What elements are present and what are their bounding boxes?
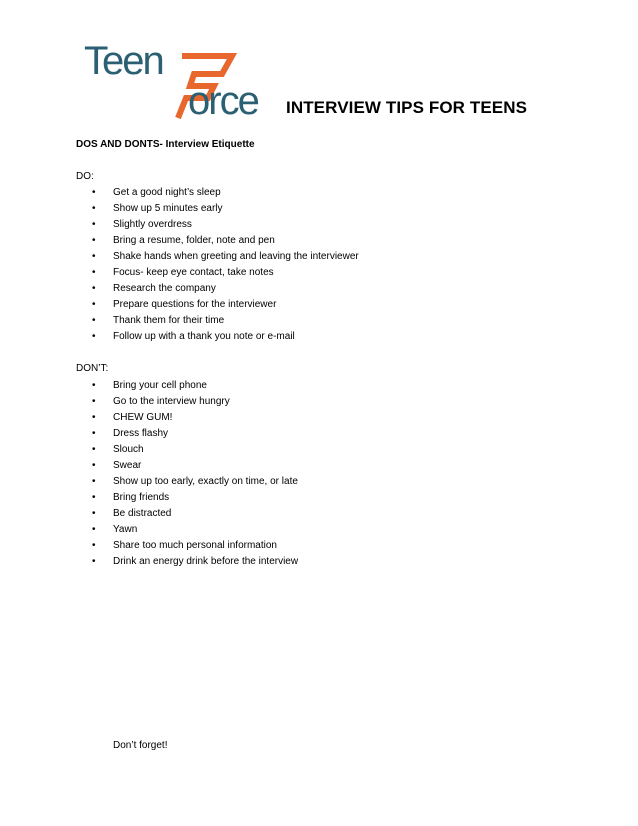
bullet-icon: • bbox=[92, 283, 96, 294]
bullet-icon: • bbox=[92, 380, 96, 391]
list-item bbox=[0, 249, 359, 265]
list-item-text: Swear bbox=[113, 460, 142, 471]
bullet-icon: • bbox=[92, 412, 96, 423]
list-item-text: Share too much personal information bbox=[113, 540, 277, 551]
dont-label: DON’T: bbox=[76, 363, 109, 374]
list-item-text: Bring your cell phone bbox=[113, 380, 207, 391]
list-item-text: Get a good night’s sleep bbox=[113, 187, 221, 198]
bullet-icon: • bbox=[92, 203, 96, 214]
list-item bbox=[0, 378, 298, 394]
bullet-icon: • bbox=[92, 508, 96, 519]
list-item-text: Research the company bbox=[113, 283, 216, 294]
bullet-icon: • bbox=[92, 299, 96, 310]
bullet-icon: • bbox=[92, 219, 96, 230]
list-item bbox=[0, 281, 359, 297]
teenforce-logo bbox=[82, 34, 272, 120]
list-item-text: Prepare questions for the interviewer bbox=[113, 299, 277, 310]
bullet-icon: • bbox=[92, 556, 96, 567]
list-item-text: Slouch bbox=[113, 444, 144, 455]
list-item bbox=[0, 490, 298, 506]
svg-text:orce: orce bbox=[188, 79, 258, 120]
list-item-text: Dress flashy bbox=[113, 428, 169, 439]
dont-list bbox=[0, 378, 298, 570]
page-title: INTERVIEW TIPS FOR TEENS bbox=[286, 98, 528, 117]
list-item bbox=[0, 506, 298, 522]
list-item bbox=[0, 458, 298, 474]
bullet-icon: • bbox=[92, 476, 96, 487]
list-item-text: Bring a resume, folder, note and pen bbox=[113, 235, 275, 246]
bullet-icon: • bbox=[92, 251, 96, 262]
list-item-text: Follow up with a thank you note or e-mail bbox=[113, 331, 295, 342]
bullet-icon: • bbox=[92, 524, 96, 535]
section-subtitle: DOS AND DONTS- Interview Etiquette bbox=[76, 139, 255, 150]
bullet-icon: • bbox=[92, 187, 96, 198]
bullet-icon: • bbox=[92, 540, 96, 551]
bullet-icon: • bbox=[92, 267, 96, 278]
footer-note: Don’t forget! bbox=[113, 740, 168, 751]
list-item-text: CHEW GUM! bbox=[113, 412, 173, 423]
list-item bbox=[0, 554, 298, 570]
list-item bbox=[0, 313, 359, 329]
do-label: DO: bbox=[76, 171, 94, 182]
bullet-icon: • bbox=[92, 460, 96, 471]
list-item bbox=[0, 217, 359, 233]
list-item-text: Show up 5 minutes early bbox=[113, 203, 223, 214]
list-item bbox=[0, 394, 298, 410]
list-item-text: Be distracted bbox=[113, 508, 172, 519]
bullet-icon: • bbox=[92, 444, 96, 455]
list-item bbox=[0, 522, 298, 538]
list-item-text: Go to the interview hungry bbox=[113, 396, 230, 407]
bullet-icon: • bbox=[92, 315, 96, 326]
list-item bbox=[0, 538, 298, 554]
list-item-text: Shake hands when greeting and leaving the interviewer bbox=[113, 251, 359, 262]
list-item bbox=[0, 329, 359, 345]
list-item bbox=[0, 233, 359, 249]
list-item bbox=[0, 265, 359, 281]
bullet-icon: • bbox=[92, 428, 96, 439]
list-item-text: Yawn bbox=[113, 524, 138, 535]
list-item bbox=[0, 442, 298, 458]
bullet-icon: • bbox=[92, 492, 96, 503]
svg-text:Teen: Teen bbox=[84, 39, 163, 83]
list-item-text: Show up too early, exactly on time, or late bbox=[113, 476, 298, 487]
bullet-icon: • bbox=[92, 396, 96, 407]
list-item bbox=[0, 474, 298, 490]
list-item-text: Slightly overdress bbox=[113, 219, 192, 230]
list-item-text: Focus- keep eye contact, take notes bbox=[113, 267, 274, 278]
list-item bbox=[0, 426, 298, 442]
list-item-text: Drink an energy drink before the interview bbox=[113, 556, 299, 567]
bullet-icon: • bbox=[92, 331, 96, 342]
do-list bbox=[0, 185, 359, 345]
list-item-text: Thank them for their time bbox=[113, 315, 225, 326]
list-item bbox=[0, 410, 298, 426]
bullet-icon: • bbox=[92, 235, 96, 246]
list-item bbox=[0, 201, 359, 217]
list-item bbox=[0, 297, 359, 313]
list-item bbox=[0, 185, 359, 201]
list-item-text: Bring friends bbox=[113, 492, 170, 503]
